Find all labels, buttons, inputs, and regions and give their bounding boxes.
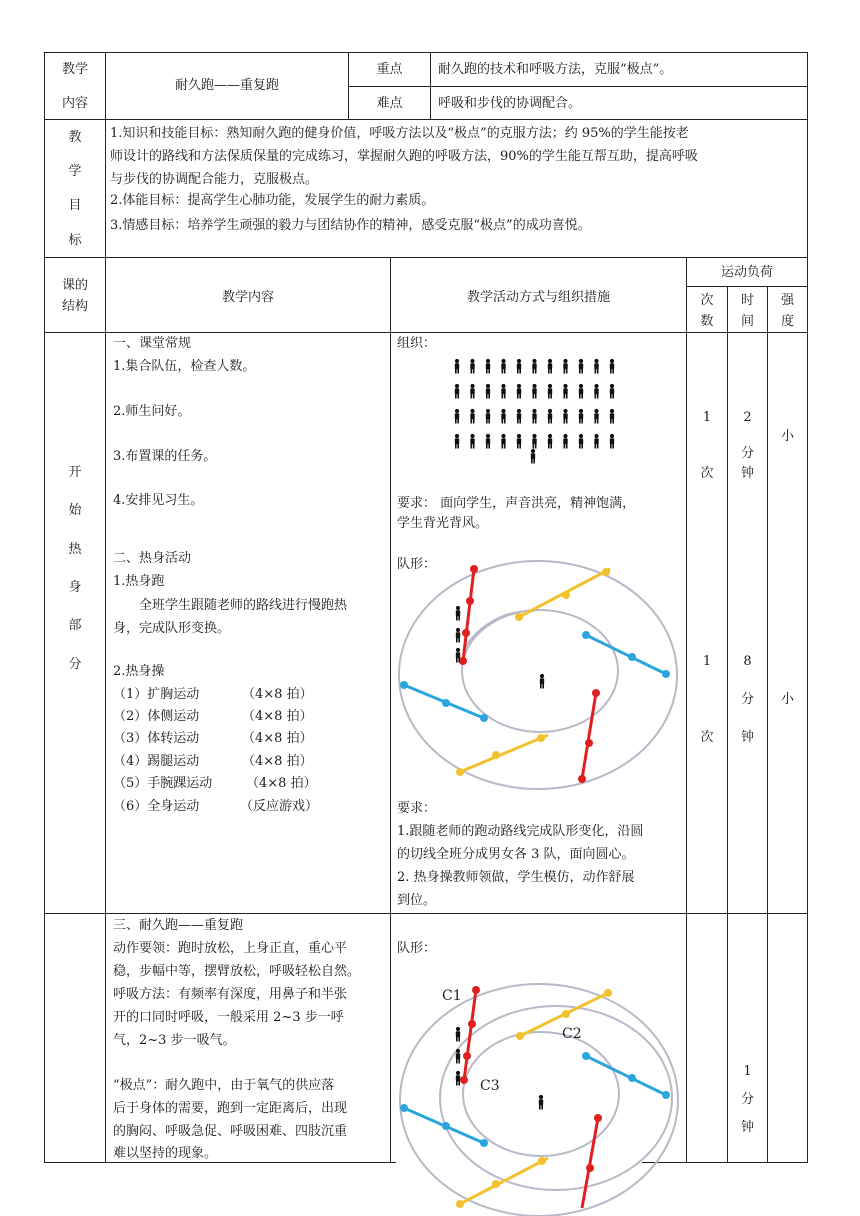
student-figure bbox=[470, 359, 474, 374]
count-header: 数 bbox=[700, 314, 714, 329]
student-figure bbox=[501, 434, 505, 449]
difficulty-label: 难点 bbox=[376, 96, 403, 111]
routine-item: 2.师生问好。 bbox=[113, 404, 191, 419]
student-figure bbox=[579, 384, 583, 399]
key-text: 耐久跑的技术和呼吸方法，克服“极点”。 bbox=[438, 62, 673, 77]
student-figure bbox=[470, 434, 474, 449]
limit-line: 后于身体的需要，跑到一定距离后，出现 bbox=[113, 1101, 348, 1116]
key-label: 重点 bbox=[376, 62, 403, 77]
content-header: 教学内容 bbox=[221, 290, 274, 305]
student-figure bbox=[610, 409, 614, 424]
exercise-title: 2.热身操 bbox=[113, 664, 165, 679]
student-figure bbox=[455, 409, 459, 424]
requirement-2-line: 2. 热身操教师领做，学生模仿，动作舒展 bbox=[397, 870, 635, 885]
requirement-2-line: 的切线全班分成男女各 3 队，面向圆心。 bbox=[397, 847, 635, 862]
load-header: 运动负荷 bbox=[720, 265, 773, 280]
student-figure bbox=[610, 359, 614, 374]
jog-desc: 身，完成队形变换。 bbox=[113, 621, 231, 636]
student-figure bbox=[563, 359, 567, 374]
rule bbox=[430, 52, 431, 120]
load-time: 钟 bbox=[740, 730, 754, 745]
circle-label-c1: C1 bbox=[442, 988, 462, 1004]
count-header: 次 bbox=[700, 293, 714, 308]
time-header: 时 bbox=[740, 293, 754, 308]
student-figure bbox=[594, 409, 598, 424]
rule bbox=[390, 257, 391, 1163]
student-figure bbox=[579, 359, 583, 374]
load-time: 2 bbox=[743, 410, 752, 425]
endurance-line: 动作要领：跑时放松，上身正直，重心平 bbox=[113, 941, 348, 956]
student-figure bbox=[610, 384, 614, 399]
exercise-name: （5）手腕踝运动 bbox=[113, 776, 213, 791]
student-figure bbox=[455, 434, 459, 449]
rule bbox=[44, 52, 45, 1163]
rule bbox=[686, 257, 687, 1163]
student-figure bbox=[594, 384, 598, 399]
load-intensity: 小 bbox=[780, 692, 794, 707]
student-figure bbox=[532, 384, 536, 399]
warmup-title: 二、热身活动 bbox=[113, 551, 192, 566]
exercise-beats: （反应游戏） bbox=[240, 799, 319, 814]
student-figure bbox=[470, 409, 474, 424]
exercise-beats: （4×8 拍） bbox=[242, 687, 313, 702]
formation-label: 队形： bbox=[397, 941, 437, 956]
intensity-header: 度 bbox=[780, 314, 794, 329]
rule bbox=[44, 119, 808, 120]
exercise-beats: （4×8 拍） bbox=[242, 754, 313, 769]
student-figure bbox=[486, 359, 490, 374]
routine-title: 一、课堂常规 bbox=[113, 336, 192, 351]
student-figure bbox=[548, 409, 552, 424]
time-header: 间 bbox=[740, 314, 754, 329]
requirement-2-title: 要求： bbox=[397, 801, 437, 816]
lesson-topic: 耐久跑——重复跑 bbox=[174, 78, 279, 93]
student-figure bbox=[517, 434, 521, 449]
header-label: 教学 bbox=[61, 62, 88, 77]
rule bbox=[807, 52, 808, 1163]
section-label: 开 bbox=[68, 465, 82, 480]
student-figure bbox=[486, 409, 490, 424]
limit-line: “极点”：耐久跑中，由于氧气的供应落 bbox=[113, 1078, 335, 1093]
load-time: 1 bbox=[743, 1064, 752, 1079]
warmup-formation-diagram bbox=[396, 555, 682, 793]
requirement-1: 要求： 面向学生，声音洪亮，精神饱满， bbox=[397, 496, 636, 511]
endurance-line: 稳，步幅中等，摆臂放松，呼吸轻松自然。 bbox=[113, 964, 361, 979]
objectives-label: 教 bbox=[68, 130, 82, 145]
load-time: 钟 bbox=[740, 1120, 754, 1135]
rule bbox=[44, 52, 808, 53]
exercise-beats: （4×8 拍） bbox=[242, 709, 313, 724]
endurance-formation-diagram bbox=[396, 972, 686, 1216]
objective-line: 3.情感目标：培养学生顽强的毅力与团结协作的精神，感受克服“极点”的成功喜悦。 bbox=[110, 218, 591, 233]
student-figure bbox=[610, 434, 614, 449]
rule bbox=[44, 1162, 396, 1163]
requirement-2-line: 到位。 bbox=[397, 893, 437, 908]
section-label: 部 bbox=[68, 618, 82, 633]
student-figure bbox=[532, 359, 536, 374]
student-figure bbox=[548, 384, 552, 399]
objective-line: 师设计的路线和方法保质保量的完成练习，掌握耐久跑的呼吸方法，90%的学生能互帮互助，提高呼吸 bbox=[110, 149, 698, 164]
student-figure bbox=[501, 384, 505, 399]
exercise-name: （1）扩胸运动 bbox=[113, 687, 200, 702]
student-figure bbox=[563, 384, 567, 399]
exercise-beats: （4×8 拍） bbox=[246, 776, 317, 791]
requirement-1: 学生背光背风。 bbox=[397, 516, 489, 531]
load-time: 分 bbox=[740, 1092, 754, 1107]
student-figure bbox=[563, 409, 567, 424]
student-figure bbox=[455, 359, 459, 374]
objectives-label: 目 bbox=[68, 198, 82, 213]
routine-item: 1.集合队伍，检查人数。 bbox=[113, 359, 256, 374]
endurance-line: 开的口同时呼吸，一般采用 2~3 步一呼 bbox=[113, 1010, 344, 1025]
student-figure bbox=[594, 359, 598, 374]
student-figure bbox=[517, 409, 521, 424]
routine-item: 4.安排见习生。 bbox=[113, 493, 204, 508]
section-label: 始 bbox=[68, 503, 82, 518]
section-label: 分 bbox=[68, 657, 82, 672]
methods-header: 教学活动方式与组织措施 bbox=[466, 290, 610, 305]
load-time: 分 bbox=[740, 446, 754, 461]
load-count: 1 bbox=[702, 654, 712, 669]
student-figure bbox=[517, 384, 521, 399]
limit-line: 的胸闷、呼吸急促、呼吸困难、四肢沉重 bbox=[113, 1124, 348, 1139]
jog-title: 1.热身跑 bbox=[113, 574, 165, 589]
difficulty-text: 呼吸和步伐的协调配合。 bbox=[438, 96, 582, 111]
student-figure bbox=[579, 434, 583, 449]
student-figure bbox=[579, 409, 583, 424]
structure-header: 课的 bbox=[61, 278, 88, 293]
load-time: 分 bbox=[740, 692, 754, 707]
student-figure bbox=[517, 359, 521, 374]
objectives-label: 标 bbox=[68, 233, 82, 248]
exercise-name: （2）体侧运动 bbox=[113, 709, 200, 724]
endurance-title: 三、耐久跑——重复跑 bbox=[113, 918, 244, 933]
formation-label: 队形： bbox=[397, 557, 437, 572]
student-figure bbox=[455, 384, 459, 399]
requirement-2-line: 1.跟随老师的跑动路线完成队形变化，沿圆 bbox=[397, 824, 644, 839]
load-intensity: 小 bbox=[780, 429, 794, 444]
student-figure bbox=[548, 359, 552, 374]
rule bbox=[686, 286, 808, 287]
student-figure bbox=[532, 409, 536, 424]
endurance-line: 呼吸方法：有频率有深度，用鼻子和半张 bbox=[113, 987, 348, 1002]
student-figure bbox=[563, 434, 567, 449]
rule bbox=[44, 257, 808, 258]
student-figure bbox=[470, 384, 474, 399]
header-label: 内容 bbox=[61, 96, 88, 111]
student-figure bbox=[486, 384, 490, 399]
objectives-label: 学 bbox=[68, 164, 82, 179]
student-figure bbox=[594, 434, 598, 449]
objective-line: 2.体能目标：提高学生心肺功能，发展学生的耐力素质。 bbox=[110, 193, 435, 208]
student-grid-diagram bbox=[440, 352, 630, 470]
load-time: 钟 bbox=[740, 466, 754, 481]
student-figure bbox=[501, 359, 505, 374]
load-time: 8 bbox=[743, 654, 752, 669]
intensity-header: 强 bbox=[780, 293, 794, 308]
section-label: 热 bbox=[68, 542, 82, 557]
student-figure bbox=[486, 434, 490, 449]
circle-label-c2: C2 bbox=[562, 1026, 582, 1042]
jog-desc: 全班学生跟随老师的路线进行慢跑热 bbox=[139, 598, 348, 613]
limit-line: 难以坚持的现象。 bbox=[113, 1146, 218, 1161]
routine-item: 3.布置课的任务。 bbox=[113, 449, 217, 464]
rule bbox=[105, 52, 106, 1163]
exercise-name: （6）全身运动 bbox=[113, 799, 200, 814]
endurance-line: 气，2~3 步一吸气。 bbox=[113, 1033, 236, 1048]
student-figure bbox=[548, 434, 552, 449]
load-count: 1 bbox=[702, 410, 712, 425]
rule bbox=[348, 86, 808, 87]
objective-line: 1.知识和技能目标：熟知耐久跑的健身价值，呼吸方法以及“极点”的克服方法；约 95%的学生能按老 bbox=[110, 126, 689, 141]
organization-label: 组织： bbox=[397, 336, 437, 351]
section-label: 身 bbox=[68, 580, 82, 595]
exercise-name: （4）踢腿运动 bbox=[113, 754, 200, 769]
rule bbox=[767, 286, 768, 1163]
exercise-name: （3）体转运动 bbox=[113, 731, 200, 746]
student-figure bbox=[532, 434, 536, 449]
exercise-beats: （4×8 拍） bbox=[242, 731, 313, 746]
structure-header: 结构 bbox=[61, 299, 88, 314]
objective-line: 与步伐的协调配合能力，克服极点。 bbox=[110, 172, 319, 187]
load-count: 次 bbox=[700, 466, 714, 481]
load-count: 次 bbox=[700, 730, 714, 745]
student-figure bbox=[501, 409, 505, 424]
circle-label-c3: C3 bbox=[480, 1078, 500, 1094]
